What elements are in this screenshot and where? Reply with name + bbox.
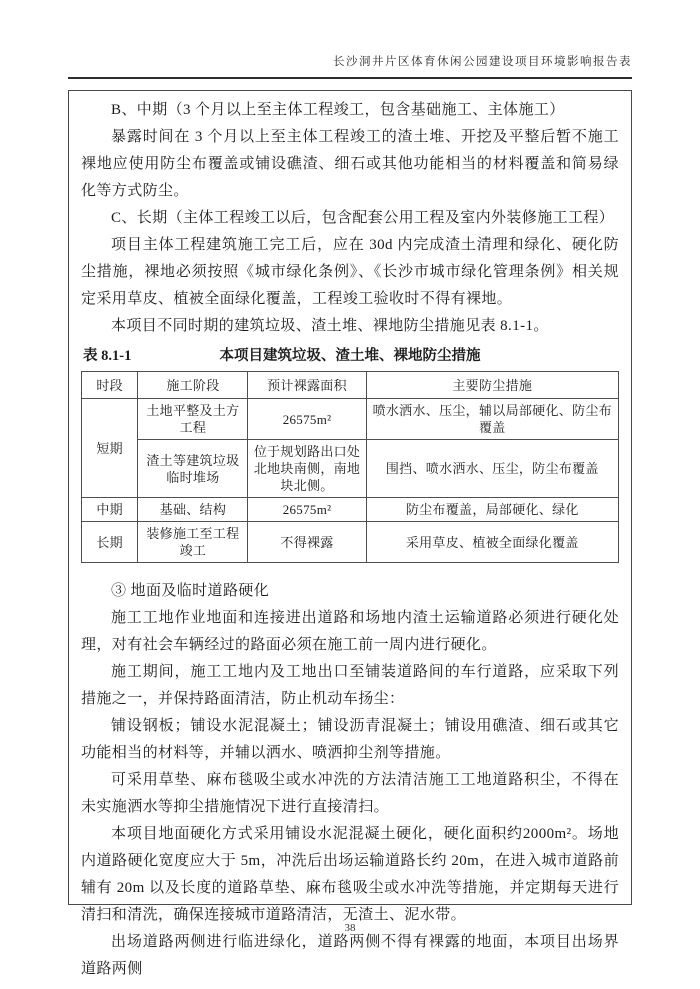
table-caption <box>81 343 619 369</box>
cell-measures: 喷水洒水、压尘，辅以局部硬化、防尘布覆盖 <box>366 399 618 440</box>
cell-stage: 土地平整及土方工程 <box>138 399 248 440</box>
para-cleaning-methods: 可采用草垫、麻布毯吸尘或水冲洗的方法清洁施工工地道路积尘，不得在未实施洒水等抑尘措施情况下进行直接清扫。 <box>81 772 619 815</box>
para-exit-road-greening: 出场道路两侧进行临进绿化，道路两侧不得有裸露的地面，本项目出场界道路两侧 <box>81 934 619 977</box>
table-caption-title: 本项目建筑垃圾、渣土堆、裸地防尘措施 <box>219 348 481 364</box>
table-row <box>82 399 619 440</box>
table-row <box>82 498 619 522</box>
col-header-area: 预计裸露面积 <box>248 372 366 399</box>
table-row <box>82 522 619 563</box>
cell-area: 不得裸露 <box>248 522 366 563</box>
table-header-row <box>82 372 619 399</box>
cell-period-long: 长期 <box>82 522 138 563</box>
cell-area: 26575m² <box>248 498 366 522</box>
page-number: 38 <box>344 922 356 934</box>
cell-stage: 装修施工至工程竣工 <box>138 522 248 563</box>
cell-area: 26575m² <box>248 399 366 440</box>
col-header-stage: 施工阶段 <box>138 372 248 399</box>
section-heading-road-hardening: ③ 地面及临时道路硬化 <box>111 583 270 599</box>
cell-measures: 围挡、喷水洒水、压尘，防尘布覆盖 <box>366 440 618 498</box>
para-c-longterm: C、长期（主体工程竣工以后，包含配套公用工程及室内外装修施工工程） <box>111 210 615 226</box>
col-header-period: 时段 <box>82 372 138 399</box>
table-caption-label: 表 8.1-1 <box>83 348 132 364</box>
cell-measures: 采用草皮、植被全面绿化覆盖 <box>366 522 618 563</box>
col-header-measures: 主要防尘措施 <box>366 372 618 399</box>
para-hardening-details: 本项目地面硬化方式采用铺设水泥混凝土硬化，硬化面积约2000m²。场地内道路硬化宽度应大于 5m，冲洗后出场运输道路长约 20m，在进入城市道路前辅有 20m 以及长度的道路草垫、麻布毯吸尘或水冲洗等措施，并定期每天进行清扫和清洗，确保连接城市道路清洁，无渣土、泥水带。 <box>81 826 619 923</box>
para-b-midterm: B、中期（3 个月以上至主体工程竣工，包含基础施工、主体施工） <box>111 102 565 118</box>
para-paving-options: 铺设钢板；铺设水泥混凝土；铺设沥青混凝土；铺设用礁渣、细石或其它功能相当的材料等，并辅以洒水、喷洒抑尘剂等措施。 <box>81 718 619 761</box>
cell-area: 位于规划路出口处北地块南侧，南地块北侧。 <box>248 440 366 498</box>
header-rule <box>68 77 632 79</box>
running-header: 长沙洞井片区体育休闲公园建设项目环境影响报告表 <box>333 56 632 68</box>
cell-stage: 基础、结构 <box>138 498 248 522</box>
para-construction-roads: 施工期间，施工工地内及工地出口至铺装道路间的车行道路，应采取下列措施之一，并保持路面清洁，防止机动车扬尘： <box>81 664 619 707</box>
table-row <box>82 440 619 498</box>
para-main-completion: 项目主体工程建筑施工完工后，应在 30d 内完成渣土清理和绿化、硬化防尘措施，裸地必须按照《城市绿化条例》、《长沙市城市绿化管理条例》相关规定采用草皮、植被全面绿化覆盖，工程竣工验收时不得有裸地。 <box>81 237 619 307</box>
para-exposure-measures: 暴露时间在 3 个月以上至主体工程竣工的渣土堆、开挖及平整后暂不施工裸地应使用防尘布覆盖或铺设礁渣、细石或其他功能相当的材料覆盖和简易绿化等方式防尘。 <box>81 129 619 199</box>
cell-measures: 防尘布覆盖，局部硬化、绿化 <box>366 498 618 522</box>
para-site-hardening: 施工工地作业地面和连接进出道路和场地内渣土运输道路必须进行硬化处理，对有社会车辆经过的路面必须在施工前一周内进行硬化。 <box>81 610 619 653</box>
cell-period-short: 短期 <box>82 399 138 498</box>
dust-measures-table <box>81 371 619 563</box>
cell-period-mid: 中期 <box>82 498 138 522</box>
cell-stage: 渣土等建筑垃圾临时堆场 <box>138 440 248 498</box>
para-table-reference: 本项目不同时期的建筑垃圾、渣土堆、裸地防尘措施见表 8.1-1。 <box>111 318 549 334</box>
